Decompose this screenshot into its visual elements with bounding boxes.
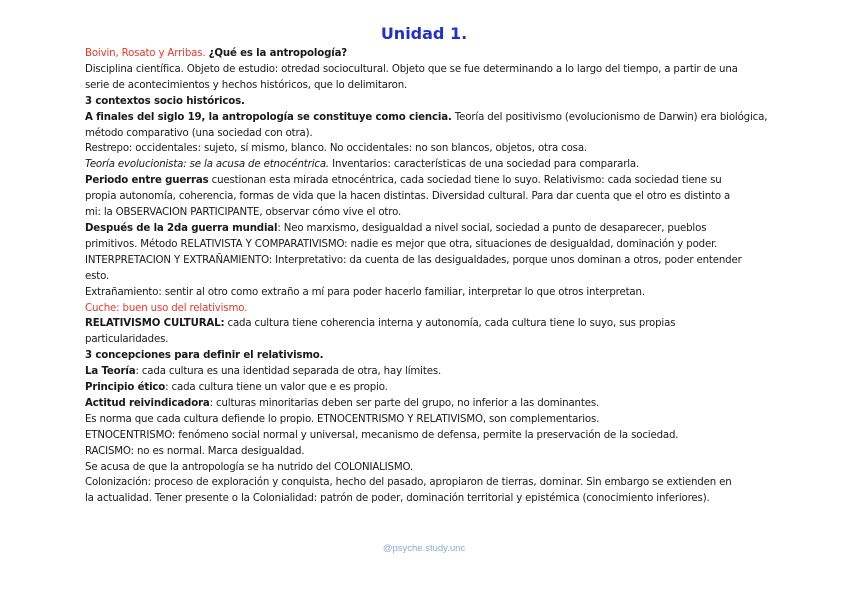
text-segment: : culturas minoritarias deben ser parte del grupo, no inferior a las dominantes. [209, 397, 600, 409]
text-segment: método comparativo (una sociedad con otra). [85, 127, 313, 139]
source-heading: Cuche: buen uso del relativismo. [85, 302, 248, 314]
text-segment: mi: la OBSERVACION PARTICIPANTE, observar cómo vive el otro. [85, 207, 402, 219]
bold-term: Periodo entre guerras [85, 175, 209, 187]
text-segment: Restrepo: occidentales: sujeto, sí mismo, blanco. No occidentales: no son blancos, objetos, otra cosa. [85, 143, 587, 155]
text-line [85, 189, 770, 205]
text-line [85, 173, 770, 189]
text-line [85, 253, 770, 269]
bold-term: Principio ético [85, 382, 166, 394]
text-segment: Disciplina científica. Objeto de estudio: otredad sociocultural. Objeto que se fue determinando a lo largo del tiempo, a partir de una [85, 63, 738, 75]
text-line [85, 316, 770, 332]
footer-watermark: @psyche.study.unc [382, 543, 466, 554]
text-line [85, 94, 770, 110]
text-segment: primitivos. Método RELATIVISTA Y COMPARATIVISMO: nadie es mejor que otra, situaciones de desigualdad, dominación y poder. [85, 238, 718, 250]
text-segment: Se acusa de que la antropología se ha nutrido del COLONIALISMO. [85, 461, 414, 473]
text-line [85, 364, 770, 380]
text-line [85, 380, 770, 396]
text-line [85, 396, 770, 412]
text-line [85, 412, 770, 428]
text-segment: ETNOCENTRISMO: fenómeno social normal y universal, mecanismo de defensa, permite la preservación de la sociedad. [85, 429, 679, 441]
text-line [85, 237, 770, 253]
text-segment: la actualidad. Tener presente o la Colonialidad: patrón de poder, dominación territorial y epistémica (conocimiento inferiores). [85, 493, 710, 505]
text-line [85, 475, 770, 491]
text-segment: INTERPRETACION Y EXTRAÑAMIENTO: Interpretativo: da cuenta de las desigualdades, porque unos dominan a otros, poder entender [85, 254, 742, 266]
text-line [85, 285, 770, 301]
bold-term: Después de la 2da guerra mundial [85, 222, 278, 234]
text-line [85, 221, 770, 237]
source-heading: Boivin, Rosato y Arribas. [85, 48, 209, 59]
text-segment: Teoría evolucionista: se la acusa de etnocéntrica. [85, 159, 330, 171]
text-line [85, 491, 770, 507]
text-line [85, 110, 770, 126]
text-segment: cuestionan esta mirada etnocéntrica, cada sociedad tiene lo suyo. Relativismo: cada sociedad tiene su [208, 175, 722, 187]
notes-body [85, 46, 770, 507]
bold-term: 3 concepciones para definir el relativismo. [85, 350, 324, 362]
bold-term: ¿Qué es la antropología? [208, 48, 348, 59]
document-title: Unidad 1. [380, 24, 468, 43]
text-segment: cada cultura tiene coherencia interna y autonomía, cada cultura tiene lo suyo, sus propias [224, 318, 676, 330]
text-segment: Inventarios: características de una sociedad para compararla. [329, 159, 640, 171]
text-segment: particularidades. [85, 334, 169, 346]
text-segment: propia autonomía, coherencia, formas de vida que la hacen distintas. Diversidad cultural. Para dar cuenta que el otro es distinto a [85, 191, 731, 203]
text-line [85, 428, 770, 444]
bold-term: Actitud reivindicadora [85, 397, 210, 409]
text-line [85, 444, 770, 460]
text-line [85, 348, 770, 364]
text-line [85, 269, 770, 285]
text-line [85, 301, 770, 317]
bold-term: RELATIVISMO CULTURAL: [85, 318, 225, 330]
bold-term: La Teoría [85, 366, 136, 378]
text-line [85, 78, 770, 94]
text-line [85, 126, 770, 142]
text-segment: RACISMO: no es normal. Marca desigualdad. [85, 445, 305, 457]
text-line [85, 205, 770, 221]
text-segment: serie de acontecimientos y hechos históricos, que lo delimitaron. [85, 79, 408, 91]
text-segment: Colonización: proceso de exploración y conquista, hecho del pasado, apropiaron de tierras, dominar. Sin embargo se extienden en [85, 477, 732, 489]
bold-term: 3 contextos socio históricos. [85, 95, 245, 107]
bold-term: A finales del siglo 19, la antropología se constituye como ciencia. [85, 111, 452, 123]
text-line [85, 157, 770, 173]
text-segment: esto. [85, 270, 110, 282]
text-line [85, 141, 770, 157]
text-segment: Extrañamiento: sentir al otro como extraño a mí para poder hacerlo familiar, interpretar lo que otros interpretan. [85, 286, 645, 298]
text-line [85, 46, 770, 62]
text-segment: Es norma que cada cultura defiende lo propio. ETNOCENTRISMO Y RELATIVISMO, son complementarios. [85, 413, 600, 425]
text-segment: : cada cultura tiene un valor que e es propio. [165, 382, 388, 394]
text-segment: : cada cultura es una identidad separada de otra, hay límites. [135, 366, 442, 378]
text-line [85, 62, 770, 78]
text-segment: : Neo marxismo, desigualdad a nivel social, sociedad a punto de desaparecer, pueblos [277, 222, 707, 234]
text-line [85, 460, 770, 476]
text-segment: Teoría del positivismo (evolucionismo de Darwin) era biológica, [451, 111, 768, 123]
text-line [85, 332, 770, 348]
